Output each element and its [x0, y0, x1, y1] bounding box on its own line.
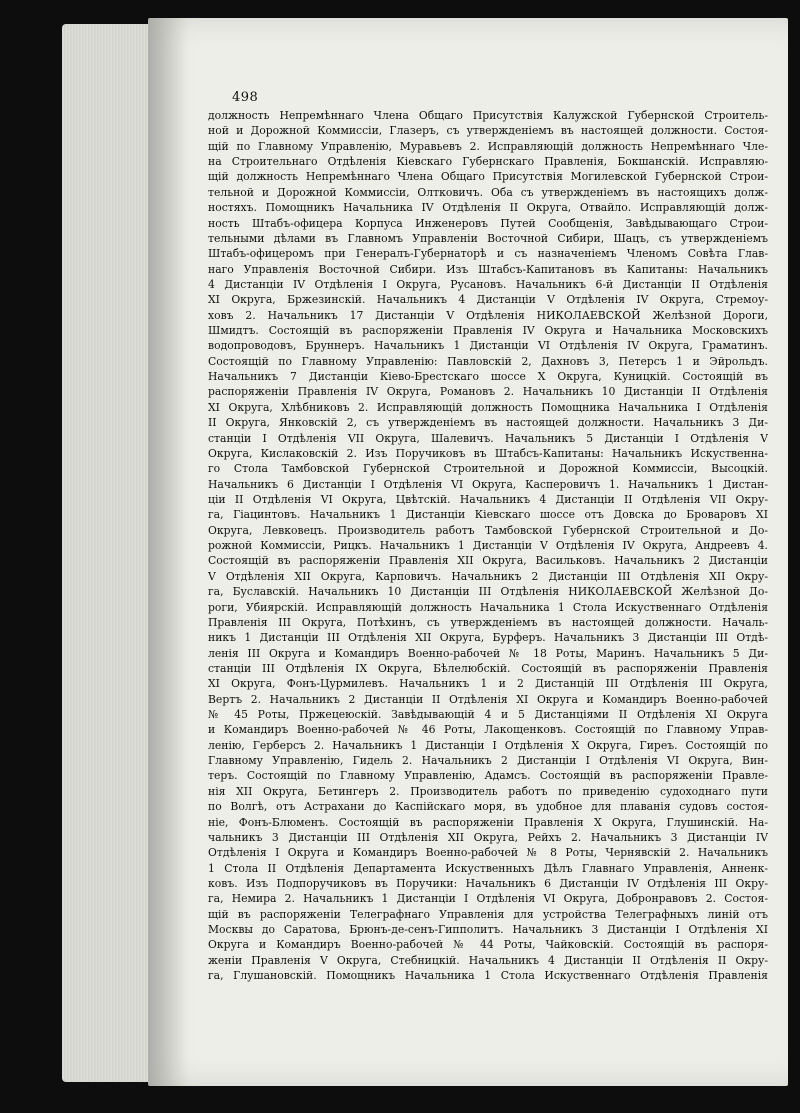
text-line: 4 Дистанціи IV Отдѣленія I Округа, Русановъ. Начальникъ 6-й Дистанціи II Отдѣленія [208, 277, 768, 291]
text-line: ность Штабъ-офицера Корпуса Инженеровъ Путей Сообщенія, Завѣдывающаго Строи- [208, 216, 768, 230]
page-gutter-shadow [148, 18, 188, 1086]
text-line: Москвы до Саратова, Брюнъ-де-сенъ-Гипполитъ. Начальникъ 3 Дистанціи I Отдѣленія XI [208, 923, 768, 937]
text-line: щій въ распоряженіи Телеграфнаго Управленія для устройства Телеграфныхъ линій отъ [208, 907, 768, 921]
text-line: водопроводовъ, Бруннеръ. Начальникъ 1 Дистанціи VI Отдѣленія IV Округа, Граматинъ. [208, 339, 768, 353]
text-line: ной и Дорожной Коммиссіи, Глазеръ, съ утвержденіемъ въ настоящей должности. Состоя- [208, 124, 768, 138]
text-line: Вертъ 2. Начальникъ 2 Дистанціи II Отдѣленія XI Округа и Командиръ Военно-рабочей [208, 692, 768, 706]
text-line: ковъ. Изъ Подпоручиковъ въ Поручики: Начальникъ 6 Дистанціи IV Отдѣленія III Окру- [208, 876, 768, 890]
text-line: роги, Убиярскій. Исправляющій должность Начальника 1 Стола Искуственнаго Отдѣленія [208, 600, 768, 614]
text-line: Штабъ-офицеромъ при Генералъ-Губернаторѣ и съ назначеніемъ Членомъ Совѣта Глав- [208, 247, 768, 261]
text-line: га, Буславскій. Начальникъ 10 Дистанціи III Отдѣленія НИКОЛАЕВСКОЙ Желѣзной До- [208, 585, 768, 599]
text-line: наго Управленія Восточной Сибири. Изъ Штабсъ-Капитановъ въ Капитаны: Начальникъ [208, 262, 768, 276]
text-line: 1 Стола II Отдѣленія Департамента Искуственныхъ Дѣлъ Главнаго Управленія, Анненк- [208, 861, 768, 875]
text-line: V Отдѣленія XII Округа, Карповичъ. Начальникъ 2 Дистанціи III Отдѣленія XII Окру- [208, 569, 768, 583]
text-line: чальникъ 3 Дистанціи III Отдѣленія XII Округа, Рейхъ 2. Начальникъ 3 Дистанціи IV [208, 830, 768, 844]
text-line: Правленія III Округа, Потѣхинъ, съ утвержденіемъ въ настоящей должности. Началь- [208, 615, 768, 629]
text-line: женіи Правленія V Округа, Стебницкій. Начальникъ 4 Дистанціи II Отдѣленія II Окру- [208, 953, 768, 967]
text-line: распоряженіи Правленія IV Округа, Романовъ 2. Начальникъ 10 Дистанціи II Отдѣленія [208, 385, 768, 399]
text-line: Шмидтъ. Состоящій въ распоряженіи Правленія IV Округа и Начальника Московскихъ [208, 324, 768, 338]
text-line: № 45 Роты, Пржецеюскій. Завѣдывающій 4 и 5 Дистанціями II Отдѣленія XI Округа [208, 708, 768, 722]
text-line: II Округа, Янковскій 2, съ утвержденіемъ въ настоящей должности. Начальникъ 3 Ди- [208, 416, 768, 430]
text-line: нія XII Округа, Бетингеръ 2. Производитель работъ по приведенію судоходнаго пути [208, 784, 768, 798]
text-line: на Строительнаго Отдѣленія Кіевскаго Губернскаго Правленія, Бокшанскій. Исправляю- [208, 155, 768, 169]
text-line: щій должность Непремѣннаго Члена Общаго Присутствія Могилевской Губернской Строи- [208, 170, 768, 184]
text-line: и Командиръ Военно-рабочей № 46 Роты, Лакощенковъ. Состоящій по Главному Управ- [208, 723, 768, 737]
text-line: должность Непремѣннаго Члена Общаго Присутствія Калужской Губернской Строитель- [208, 109, 768, 122]
text-line: щій по Главному Управленію, Муравьевъ 2. Исправляющій должность Непремѣннаго Чле- [208, 139, 768, 153]
text-line: Состоящій въ распоряженіи Правленія XII Округа, Васильковъ. Начальникъ 2 Дистанціи [208, 554, 768, 568]
text-line: Главному Управленію, Гидель 2. Начальникъ 2 Дистанціи I Отдѣленія VI Округа, Вин- [208, 754, 768, 768]
text-line: ніе, Фонъ-Блюменъ. Состоящій въ распоряженіи Правленія X Округа, Глушинскій. На- [208, 815, 768, 829]
text-line: Отдѣленія I Округа и Командиръ Военно-рабочей № 8 Роты, Чернявскій 2. Начальникъ [208, 846, 768, 860]
text-line: станціи I Отдѣленія VII Округа, Шалевичъ. Начальникъ 5 Дистанціи I Отдѣленія V [208, 431, 768, 445]
text-line: станціи III Отдѣленія IX Округа, Бѣлелюбскій. Состоящій въ распоряженіи Правленія [208, 661, 768, 675]
text-line: Начальникъ 6 Дистанціи I Отдѣленія VI Округа, Касперовичъ 1. Начальникъ 1 Дистан- [208, 477, 768, 491]
text-line: тельными дѣлами въ Главномъ Управленіи Восточной Сибири, Шацъ, съ утвержденіемъ [208, 231, 768, 245]
text-line: ціи II Отдѣленія VI Округа, Цвѣтскій. Начальникъ 4 Дистанціи II Отдѣленія VII Окру- [208, 492, 768, 506]
text-line: Округа и Командиръ Военно-рабочей № 44 Роты, Чайковскій. Состоящій въ распоря- [208, 938, 768, 952]
text-line: га, Глушановскій. Помощникъ Начальника 1 Стола Искуственнаго Отдѣленія Правленія [208, 969, 768, 983]
text-line: ленію, Герберсъ 2. Начальникъ 1 Дистанціи I Отдѣленія X Округа, Гиреъ. Состоящій по [208, 738, 768, 752]
page-number: 498 [232, 90, 259, 105]
text-line: го Стола Тамбовской Губернской Строительной и Дорожной Коммиссіи, Высоцкій. [208, 462, 768, 476]
book-page-edges [62, 24, 157, 1082]
text-line: ховъ 2. Начальникъ 17 Дистанціи V Отдѣленія НИКОЛАЕВСКОЙ Желѣзной Дороги, [208, 308, 768, 322]
text-line: га, Немира 2. Начальникъ 1 Дистанціи I Отдѣленія VI Округа, Добронравовъ 2. Состоя- [208, 892, 768, 906]
text-line: Начальникъ 7 Дистанціи Кіево-Брестскаго шоссе X Округа, Куницкій. Состоящій въ [208, 370, 768, 384]
text-line: Округа, Кислаковскій 2. Изъ Поручиковъ въ Штабсъ-Капитаны: Начальникъ Искуственна- [208, 446, 768, 460]
text-line: Округа, Левковецъ. Производитель работъ Тамбовской Губернской Строительной и До- [208, 523, 768, 537]
page-body-text [208, 108, 768, 983]
text-line: XI Округа, Фонъ-Цурмилевъ. Начальникъ 1 и 2 Дистанцій III Отдѣленія III Округа, [208, 677, 768, 691]
text-line: тельной и Дорожной Коммиссіи, Олтковичъ. Оба съ утвержденіемъ въ настоящихъ долж- [208, 185, 768, 199]
text-line: по Волгѣ, отъ Астрахани до Каспійскаго моря, въ удобное для плаванія судовъ состоя- [208, 800, 768, 814]
text-line: XI Округа, Бржезинскій. Начальникъ 4 Дистанціи V Отдѣленія IV Округа, Стремоу- [208, 293, 768, 307]
text-line: га, Гіацинтовъ. Начальникъ 1 Дистанціи Кіевскаго шоссе отъ Довска до Броваровъ XI [208, 508, 768, 522]
text-line: рожной Коммиссіи, Рицкъ. Начальникъ 1 Дистанціи V Отдѣленія IV Округа, Андреевъ 4. [208, 539, 768, 553]
text-line: ленія III Округа и Командиръ Военно-рабочей № 18 Роты, Маринъ. Начальникъ 5 Ди- [208, 646, 768, 660]
text-line: теръ. Состоящій по Главному Управленію, Адамсъ. Состоящій въ распоряженіи Правле- [208, 769, 768, 783]
text-line: ностяхъ. Помощникъ Начальника IV Отдѣленія II Округа, Отвайло. Исправляющій долж- [208, 201, 768, 215]
text-line: никъ 1 Дистанціи III Отдѣленія XII Округа, Бурферъ. Начальникъ 3 Дистанціи III Отдѣ- [208, 631, 768, 645]
text-line: XI Округа, Хлѣбниковъ 2. Исправляющій должность Помощника Начальника I Отдѣленія [208, 400, 768, 414]
text-line: Состоящій по Главному Управленію: Павловскій 2, Дахновъ 3, Петерсъ 1 и Эйрольдъ. [208, 354, 768, 368]
